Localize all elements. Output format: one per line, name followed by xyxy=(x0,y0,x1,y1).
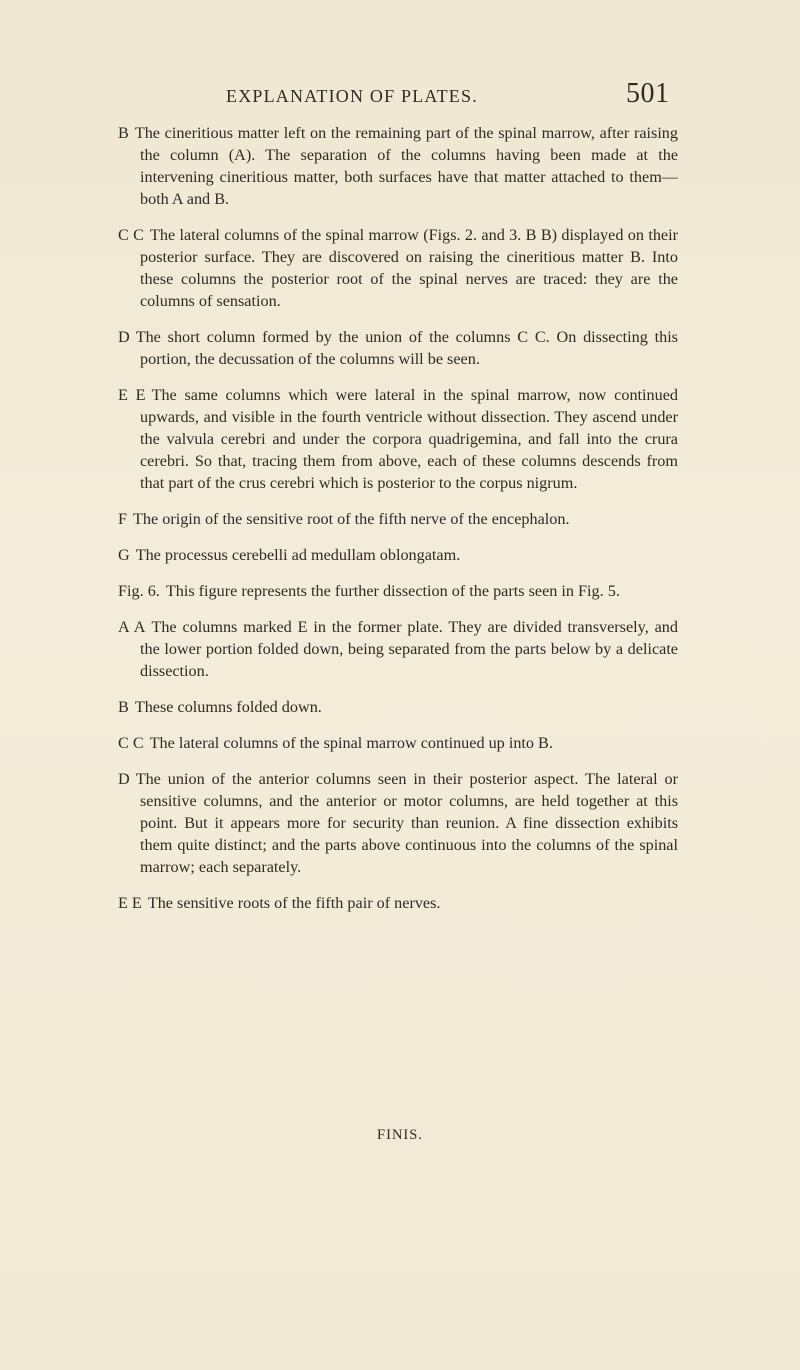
entry-text: The sensitive roots of the fifth pair of nerves. xyxy=(147,894,441,912)
entry-label: E E xyxy=(118,894,142,912)
entry-aa xyxy=(118,616,678,682)
entry-d xyxy=(118,326,678,370)
entry-label: B xyxy=(118,698,129,716)
entry-text: The lateral columns of the spinal marrow (Figs. 2. and 3. B B) displayed on their posterior surface. They are discovered on raising the cineritious matter B. Into these columns the posterior root of the spinal nerves are traced: they are the columns of sensation. xyxy=(140,226,678,310)
entry-ee xyxy=(118,384,678,494)
entry-d-2 xyxy=(118,768,678,878)
entry-text: The cineritious matter left on the remaining part of the spinal marrow, after raising the column (A). The separation of the columns having been made at the intervening cineritious matter, both surfaces have that matter attached to them—both A and B. xyxy=(134,124,678,208)
running-header xyxy=(0,78,800,118)
entry-label: D xyxy=(118,770,130,788)
entry-text: The short column formed by the union of the columns C C. On dissecting this portion, the decussation of the columns will be seen. xyxy=(135,328,678,368)
entry-b xyxy=(118,122,678,210)
entry-g xyxy=(118,544,678,566)
entry-text: The same columns which were lateral in the spinal marrow, now continued upwards, and visible in the fourth ventricle without dissection. They ascend under the valvula cerebri and under the corpora quadrigemina, and fall into the crura cerebri. So that, tracing them from above, each of these columns descends from that part of the crus cerebri which is posterior to the corpus nigrum. xyxy=(140,386,678,492)
entry-label: C C xyxy=(118,734,144,752)
entry-label: A A xyxy=(118,618,146,636)
entry-cc-2 xyxy=(118,732,678,754)
page-number: 501 xyxy=(626,78,670,109)
entry-text: The origin of the sensitive root of the fifth nerve of the encephalon. xyxy=(133,510,570,528)
entry-text: The columns marked E in the former plate. They are divided transversely, and the lower portion folded down, being separated from the parts below by a delicate dissection. xyxy=(140,618,678,680)
entry-label: G xyxy=(118,546,130,564)
entry-label: Fig. 6. xyxy=(118,582,160,600)
entry-text: This figure represents the further dissection of the parts seen in Fig. 5. xyxy=(165,582,620,600)
entry-label: E E xyxy=(118,386,146,404)
entry-label: F xyxy=(118,510,128,528)
entry-b-2 xyxy=(118,696,678,718)
entry-label: D xyxy=(118,328,130,346)
entry-ee-2 xyxy=(118,892,678,914)
entry-text: The lateral columns of the spinal marrow continued up into B. xyxy=(149,734,553,752)
entry-label: B xyxy=(118,124,129,142)
header-title: EXPLANATION OF PLATES. xyxy=(226,86,478,106)
entry-label: C C xyxy=(118,226,144,244)
entry-text: The processus cerebelli ad medullam oblongatam. xyxy=(135,546,461,564)
plate-explanation-body xyxy=(118,122,678,928)
finis: FINIS. xyxy=(377,1127,423,1143)
entry-fig-6 xyxy=(118,580,678,602)
entry-text: The union of the anterior columns seen in their posterior aspect. The lateral or sensitive columns, and the anterior or motor columns, are held together at this point. But it appears more for security than reunion. A fine dissection exhibits them quite distinct; and the parts above continuous into the columns of the spinal marrow; each separately. xyxy=(135,770,678,876)
entry-cc xyxy=(118,224,678,312)
entry-f xyxy=(118,508,678,530)
entry-text: These columns folded down. xyxy=(134,698,322,716)
